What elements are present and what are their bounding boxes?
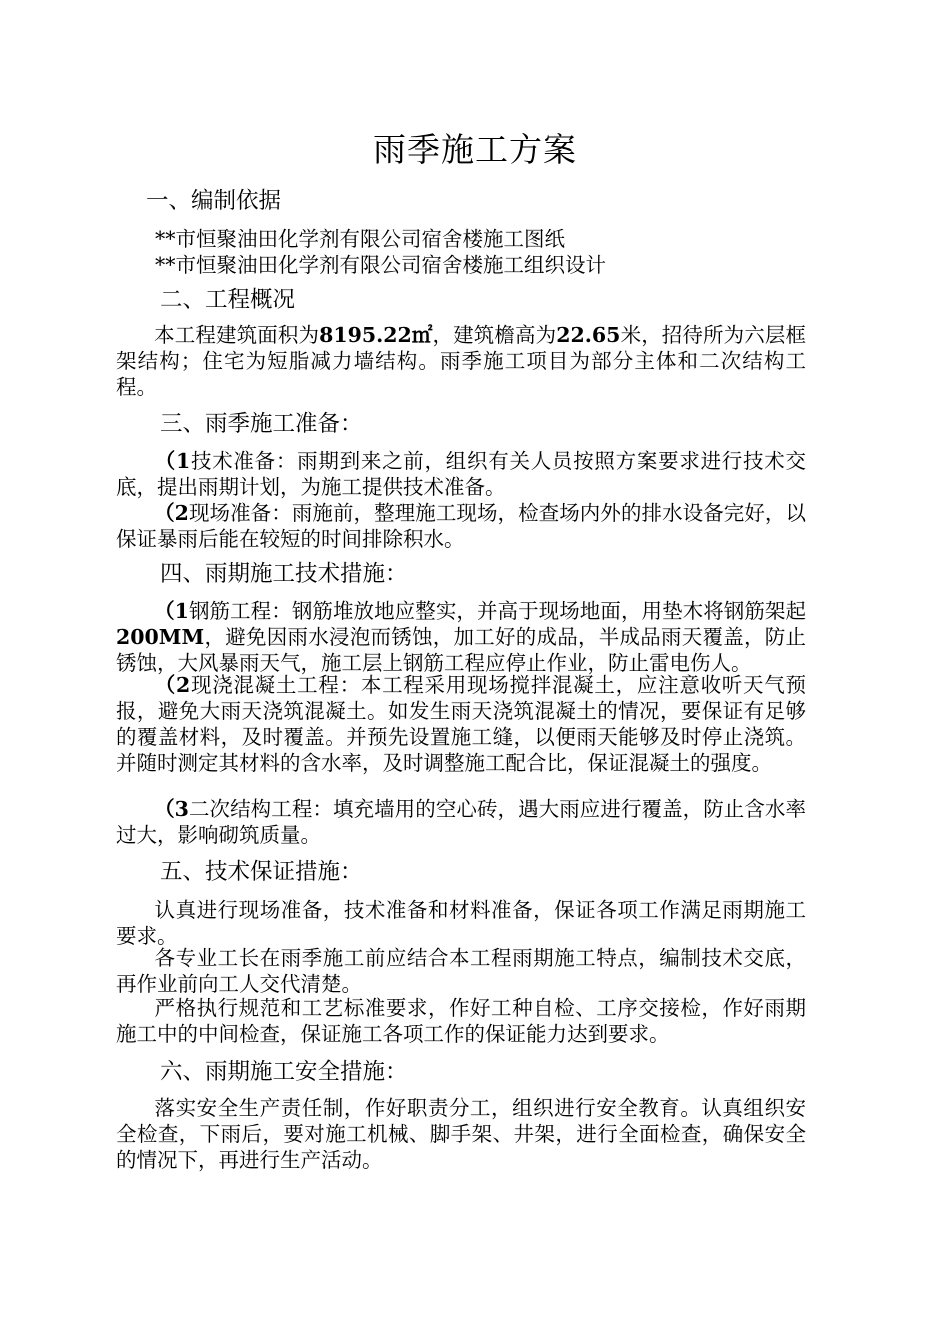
- basis-line-2: **市恒聚油田化学剂有限公司宿舍楼施工组织设计: [155, 253, 606, 277]
- tech-item-3-text: 二次结构工程：填充墙用的空心砖，遇大雨应进行覆盖，防止含水率过大，影响砌筑质量。: [116, 797, 806, 847]
- prep-item-1-text: 技术准备：雨期到来之前，组织有关人员按照方案要求进行技术交底，提出雨期计划，为施工提供技术准备。: [116, 449, 807, 499]
- tech-item-1: [116, 598, 806, 676]
- prep-item-2-text: 现场准备：雨施前，整理施工现场，检查场内外的排水设备完好，以保证暴雨后能在较短的时间排除积水。: [116, 501, 806, 551]
- overview-paragraph: [116, 322, 806, 400]
- tech-item-3-num: （3: [154, 797, 189, 821]
- guarantee-paragraph-3: [116, 995, 806, 1047]
- prep-item-1-num: （1: [154, 449, 191, 473]
- overview-text-b: ，建筑檐高为: [432, 323, 557, 347]
- heading-safety: 六、雨期施工安全措施：: [160, 1059, 408, 1085]
- overview-area: 8195.22㎡: [319, 323, 433, 347]
- tech-item-3: [116, 796, 806, 848]
- tech-item-1-text-b: ，避免因雨水浸泡而锈蚀，加工好的成品，半成品雨天覆盖，防止锈蚀，大风暴雨天气，施工层上钢筋工程应停止作业，防止雷电伤人。: [116, 625, 806, 675]
- overview-height: 22.65: [556, 323, 621, 347]
- prep-item-2: [116, 500, 806, 552]
- overview-text-c: 米，招待所为六层框架结构；住宅为短脂减力墙结构。雨季施工项目为部分主体和二次结构工程。: [116, 323, 807, 399]
- heading-guarantee: 五、技术保证措施：: [160, 859, 363, 885]
- tech-item-2-text: 现浇混凝土工程：本工程采用现场搅拌混凝土，应注意收听天气预报，避免大雨天浇筑混凝土。如发生雨天浇筑混凝土的情况，要保证有足够的覆盖材料，及时覆盖。并预先设置施工缝，以便雨天能够及时停止浇筑。并随时测定其材料的含水率，及时调整施工配合比，保证混凝土的强度。: [116, 673, 807, 775]
- overview-text-a: 本工程建筑面积为: [154, 323, 320, 347]
- tech-item-2: [116, 672, 806, 776]
- heading-tech: 四、雨期施工技术措施：: [160, 561, 408, 587]
- tech-item-1-num: （1: [154, 599, 189, 623]
- tech-item-2-num: （2: [154, 673, 191, 697]
- guarantee-text-2: 各专业工长在雨季施工前应结合本工程雨期施工特点，编制技术交底，再作业前向工人交代清楚。: [116, 946, 806, 996]
- guarantee-text-3: 严格执行规范和工艺标准要求，作好工种自检、工序交接检，作好雨期施工中的中间检查，保证施工各项工作的保证能力达到要求。: [116, 996, 806, 1046]
- prep-item-2-num: （2: [154, 501, 189, 525]
- heading-prep: 三、雨季施工准备：: [160, 411, 363, 437]
- guarantee-paragraph-2: [116, 945, 806, 997]
- safety-text: 落实安全生产责任制，作好职责分工，组织进行安全教育。认真组织安全检查，下雨后，要对施工机械、脚手架、井架，进行全面检查，确保安全的情况下，再进行生产活动。: [116, 1096, 806, 1172]
- guarantee-paragraph-1: [116, 897, 806, 949]
- safety-paragraph: [116, 1095, 806, 1173]
- heading-basis: 一、编制依据: [146, 188, 282, 214]
- guarantee-text-1: 认真进行现场准备，技术准备和材料准备，保证各项工作满足雨期施工要求。: [116, 898, 806, 948]
- document-title: 雨季施工方案: [373, 130, 577, 169]
- basis-line-1: **市恒聚油田化学剂有限公司宿舍楼施工图纸: [155, 227, 565, 251]
- tech-item-1-text-a: 钢筋工程：钢筋堆放地应整实，并高于现场地面，用垫木将钢筋架起: [188, 599, 806, 623]
- prep-item-1: [116, 448, 806, 500]
- heading-overview: 二、工程概况: [160, 287, 296, 313]
- tech-item-1-bold: 200MM: [116, 625, 205, 649]
